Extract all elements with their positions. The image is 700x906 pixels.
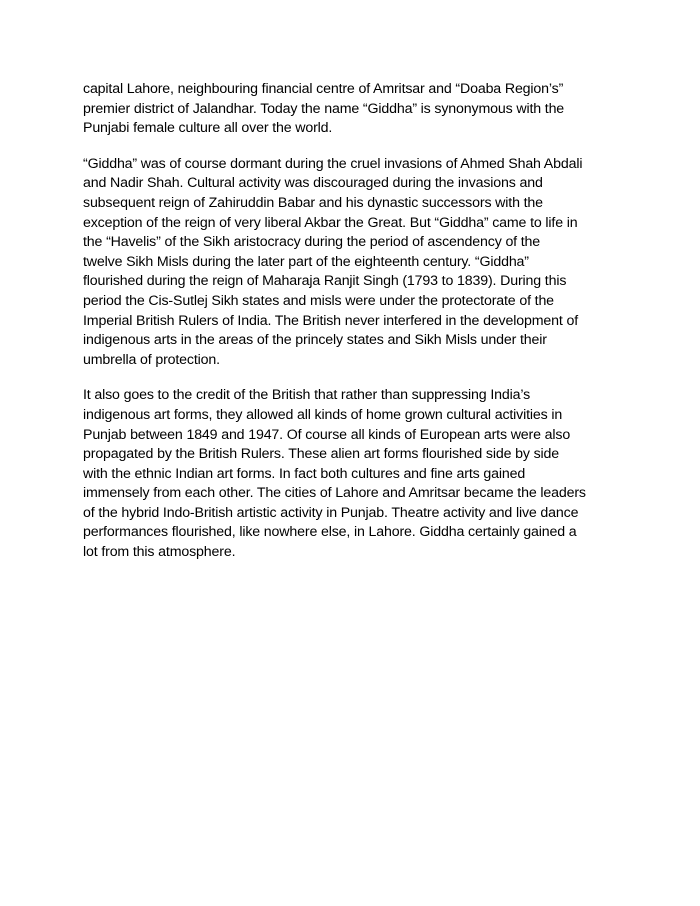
text-line: lot from this atmosphere. (83, 544, 236, 561)
text-line: subsequent reign of Zahiruddin Babar and his dynastic successors with the (83, 194, 543, 211)
document-body (83, 80, 623, 579)
text-line: twelve Sikh Misls during the later part of the eighteenth century. “Giddha” (83, 253, 529, 270)
paragraph-3 (83, 386, 623, 562)
text-line: exception of the reign of very liberal Akbar the Great. But “Giddha” came to life in (83, 214, 578, 231)
text-line: the “Havelis” of the Sikh aristocracy during the period of ascendency of the (83, 234, 541, 251)
paragraph-1 (83, 80, 623, 139)
text-line: indigenous art forms, they allowed all kinds of home grown cultural activities in (83, 406, 563, 423)
text-line: and Nadir Shah. Cultural activity was discouraged during the invasions and (83, 175, 543, 192)
text-line: period the Cis-Sutlej Sikh states and misls were under the protectorate of the (83, 292, 554, 309)
text-line: Punjabi female culture all over the world. (83, 120, 333, 137)
text-line: It also goes to the credit of the British that rather than suppressing India’s (83, 387, 531, 404)
text-line: premier district of Jalandhar. Today the name “Giddha” is synonymous with the (83, 100, 565, 117)
text-line: capital Lahore, neighbouring financial centre of Amritsar and “Doaba Region’s” (83, 81, 564, 97)
text-line: immensely from each other. The cities of Lahore and Amritsar became the leaders (83, 485, 586, 502)
text-line: indigenous arts in the areas of the princely states and Sikh Misls under their (83, 332, 547, 349)
text-line: with the ethnic Indian art forms. In fact both cultures and fine arts gained (83, 465, 526, 482)
text-line: of the hybrid Indo-British artistic activity in Punjab. Theatre activity and live dance (83, 504, 579, 521)
text-line: propagated by the British Rulers. These alien art forms flourished side by side (83, 446, 560, 463)
text-line: Imperial British Rulers of India. The British never interfered in the development of (83, 312, 578, 329)
text-line: umbrella of protection. (83, 351, 220, 368)
text-line: Punjab between 1849 and 1947. Of course all kinds of European arts were also (83, 426, 571, 443)
paragraph-2 (83, 155, 623, 371)
text-line: flourished during the reign of Maharaja Ranjit Singh (1793 to 1839). During this (83, 273, 567, 290)
text-line: performances flourished, like nowhere else, in Lahore. Giddha certainly gained a (83, 524, 577, 541)
text-line: “Giddha” was of course dormant during the cruel invasions of Ahmed Shah Abdali (83, 155, 583, 172)
